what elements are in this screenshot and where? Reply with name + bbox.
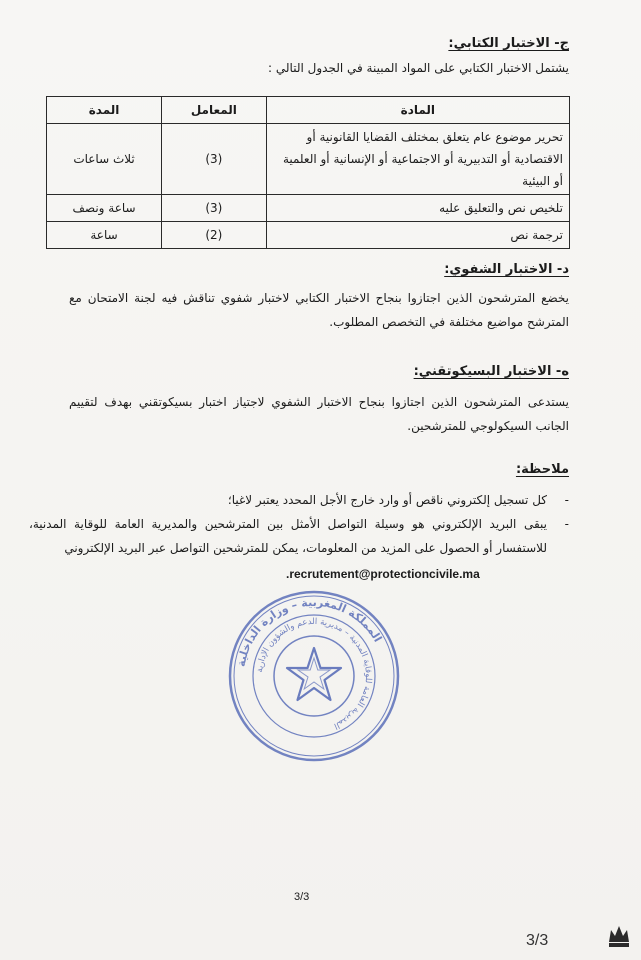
row-subject: تحرير موضوع عام يتعلق بمختلف القضايا القانونية أو الاقتصادية أو التدبيرية أو الاجتماعية أو الإنسانية أو العلمية أو البيئية (266, 124, 569, 195)
star-icon (287, 648, 341, 700)
notes-list (29, 488, 569, 560)
row-coefficient: (2) (162, 222, 267, 249)
bullet-dash: - (564, 517, 569, 531)
official-stamp (226, 588, 402, 764)
psycho-exam-heading: ه- الاختبار البسيكوتقني: (413, 364, 569, 379)
table-header-row (47, 97, 570, 124)
row-duration: ساعة ونصف (47, 195, 162, 222)
contact-email: .recrutement@protectioncivile.ma (286, 567, 480, 581)
header-subject: المادة (266, 97, 569, 124)
row-coefficient: (3) (162, 124, 267, 195)
row-duration: ثلاث ساعات (47, 124, 162, 195)
header-coefficient: المعامل (162, 97, 267, 124)
row-coefficient: (3) (162, 195, 267, 222)
bullet-dash: - (564, 493, 569, 507)
psycho-exam-text: يستدعى المترشحون الذين اجتازوا بنجاح الاختبار الشفوي لاجتياز اختبار بسيكوتقني بهدف لتقييم الجانب السيكولوجي للمترشحين. (69, 395, 569, 433)
note-text: يبقى البريد الإلكتروني هو وسيلة التواصل الأمثل بين المترشحين والمديرية العامة للوقاية المدنية، للاستفسار أو الحصول على المزيد من المعلومات، يمكن للمترشحين التواصل عبر البريد الإلكتروني (29, 517, 547, 555)
note-text: كل تسجيل إلكتروني ناقص أو وارد خارج الأجل المحدد يعتبر لاغيا؛ (227, 493, 547, 507)
row-duration: ساعة (47, 222, 162, 249)
subjects-table (46, 96, 570, 249)
list-item (29, 512, 569, 560)
header-duration: المدة (47, 97, 162, 124)
table-row (47, 195, 570, 222)
written-exam-intro: يشتمل الاختبار الكتابي على المواد المبينة في الجدول التالي : (268, 61, 569, 75)
stamp-middle-ring (253, 615, 375, 737)
oral-exam-text: يخضع المترشحون الذين اجتازوا بنجاح الاختبار الكتابي لاختبار شفوي تناقش فيه لجنة الامتحان مع المترشح مواضيع مختلفة في التخصص المطلوب. (69, 291, 569, 329)
notes-heading: ملاحظة: (515, 462, 569, 477)
stamp-outer-text: المملكة المغربية – وزارة الداخلية (234, 595, 385, 668)
oral-exam-heading: د- الاختبار الشفوي: (444, 262, 569, 277)
row-subject: تلخيص نص والتعليق عليه (266, 195, 569, 222)
row-subject: ترجمة نص (266, 222, 569, 249)
page-number: 3/3 (294, 891, 310, 903)
crown-logo-icon (606, 920, 632, 950)
page-counter-badge: 3/3 (526, 932, 549, 949)
stamp-inner-text: المديرية العامة للوقاية المدنية – مديرية الدعم والشؤون الإدارية (255, 616, 374, 731)
list-item (29, 488, 569, 512)
table-row (47, 222, 570, 249)
table-row (47, 124, 570, 195)
written-exam-heading: ج- الاختبار الكتابي: (448, 36, 569, 51)
